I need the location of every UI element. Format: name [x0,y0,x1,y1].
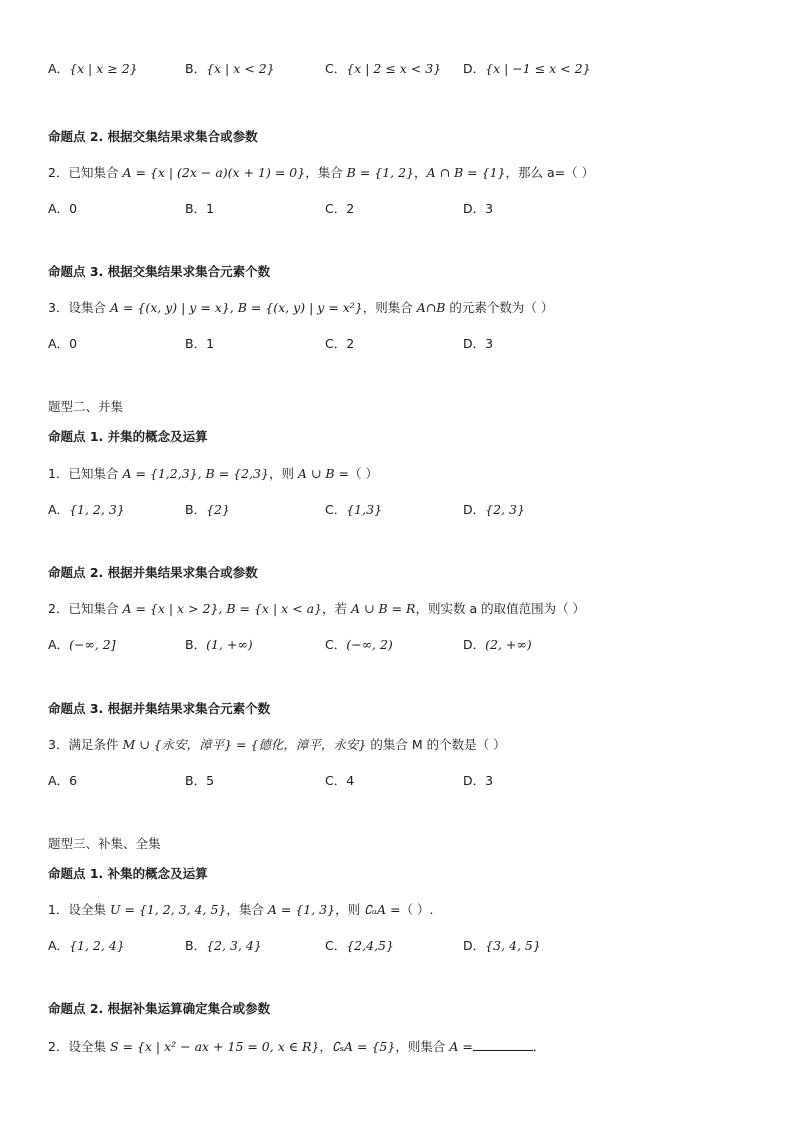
section-title: 命题点 2. 根据补集运算确定集合或参数 [48,1001,271,1016]
question-stem: 2．设全集 S = {x | x² − ax + 15 = 0, x ∈ R}，∁ₛA = {5}，则集合 A = ． [48,1039,546,1054]
option-b[interactable]: B．(1, +∞) [185,637,253,652]
option-a[interactable]: A．{1, 2, 4} [48,938,125,953]
option-a[interactable]: A．6 [48,773,78,788]
option-b[interactable]: B．{x | x < 2} [185,61,275,76]
option-d[interactable]: D．3 [463,773,494,788]
option-d[interactable]: D．(2, +∞) [463,637,532,652]
section-title: 命题点 1. 补集的概念及运算 [48,866,208,881]
question-stem: 3．满足条件 M ∪ {永安，漳平} = {德化，漳平，永安} 的集合 M 的个数是（ ） [48,737,506,752]
section-title: 命题点 3. 根据并集结果求集合元素个数 [48,701,271,716]
type-heading: 题型二、并集 [48,399,124,414]
option-c[interactable]: C．2 [325,336,355,351]
option-c[interactable]: C．{2,4,5} [325,938,394,953]
question-stem: 2．已知集合 A = {x | (2x − a)(x + 1) = 0}，集合 B = {1, 2}，A ∩ B = {1}，那么 a=（ ） [48,165,595,180]
option-a[interactable]: A．{1, 2, 3} [48,502,125,517]
option-b[interactable]: B．{2} [185,502,230,517]
option-d[interactable]: D．{3, 4, 5} [463,938,541,953]
option-b[interactable]: B．{2, 3, 4} [185,938,262,953]
section-title: 命题点 1. 并集的概念及运算 [48,429,208,444]
question-options [48,937,748,955]
option-a[interactable]: A．0 [48,336,78,351]
option-d[interactable]: D．{x | −1 ≤ x < 2} [463,61,591,76]
type-heading: 题型三、补集、全集 [48,836,161,851]
prev-question-options [48,60,748,78]
option-b[interactable]: B．1 [185,201,215,216]
option-d[interactable]: D．3 [463,201,494,216]
option-d[interactable]: D．{2, 3} [463,502,525,517]
option-d[interactable]: D．3 [463,336,494,351]
section-title: 命题点 2. 根据并集结果求集合或参数 [48,565,258,580]
question-stem: 1．已知集合 A = {1,2,3}, B = {2,3}，则 A ∪ B =（ ） [48,466,378,481]
question-stem: 2．已知集合 A = {x | x > 2}, B = {x | x < a}，若 A ∪ B = R，则实数 a 的取值范围为（ ） [48,601,586,616]
option-c[interactable]: C．{x | 2 ≤ x < 3} [325,61,442,76]
question-options [48,636,748,654]
answer-blank[interactable] [473,1038,533,1051]
question-options [48,501,748,519]
option-c[interactable]: C．4 [325,773,355,788]
section-title: 命题点 3. 根据交集结果求集合元素个数 [48,264,271,279]
question-stem: 3．设集合 A = {(x, y) | y = x}, B = {(x, y) | y = x²}，则集合 A∩B 的元素个数为（ ） [48,300,554,315]
question-options [48,772,748,790]
section-title: 命题点 2. 根据交集结果求集合或参数 [48,129,258,144]
option-c[interactable]: C．2 [325,201,355,216]
option-c[interactable]: C．(−∞, 2) [325,637,393,652]
option-a[interactable]: A．{x | x ≥ 2} [48,61,138,76]
option-b[interactable]: B．1 [185,336,215,351]
question-stem: 1．设全集 U = {1, 2, 3, 4, 5}，集合 A = {1, 3}，则 ∁ᵤA =（ ）. [48,902,434,917]
option-c[interactable]: C．{1,3} [325,502,383,517]
option-b[interactable]: B．5 [185,773,215,788]
option-a[interactable]: A．0 [48,201,78,216]
question-options [48,200,748,218]
question-options [48,335,748,353]
option-a[interactable]: A．(−∞, 2] [48,637,116,652]
